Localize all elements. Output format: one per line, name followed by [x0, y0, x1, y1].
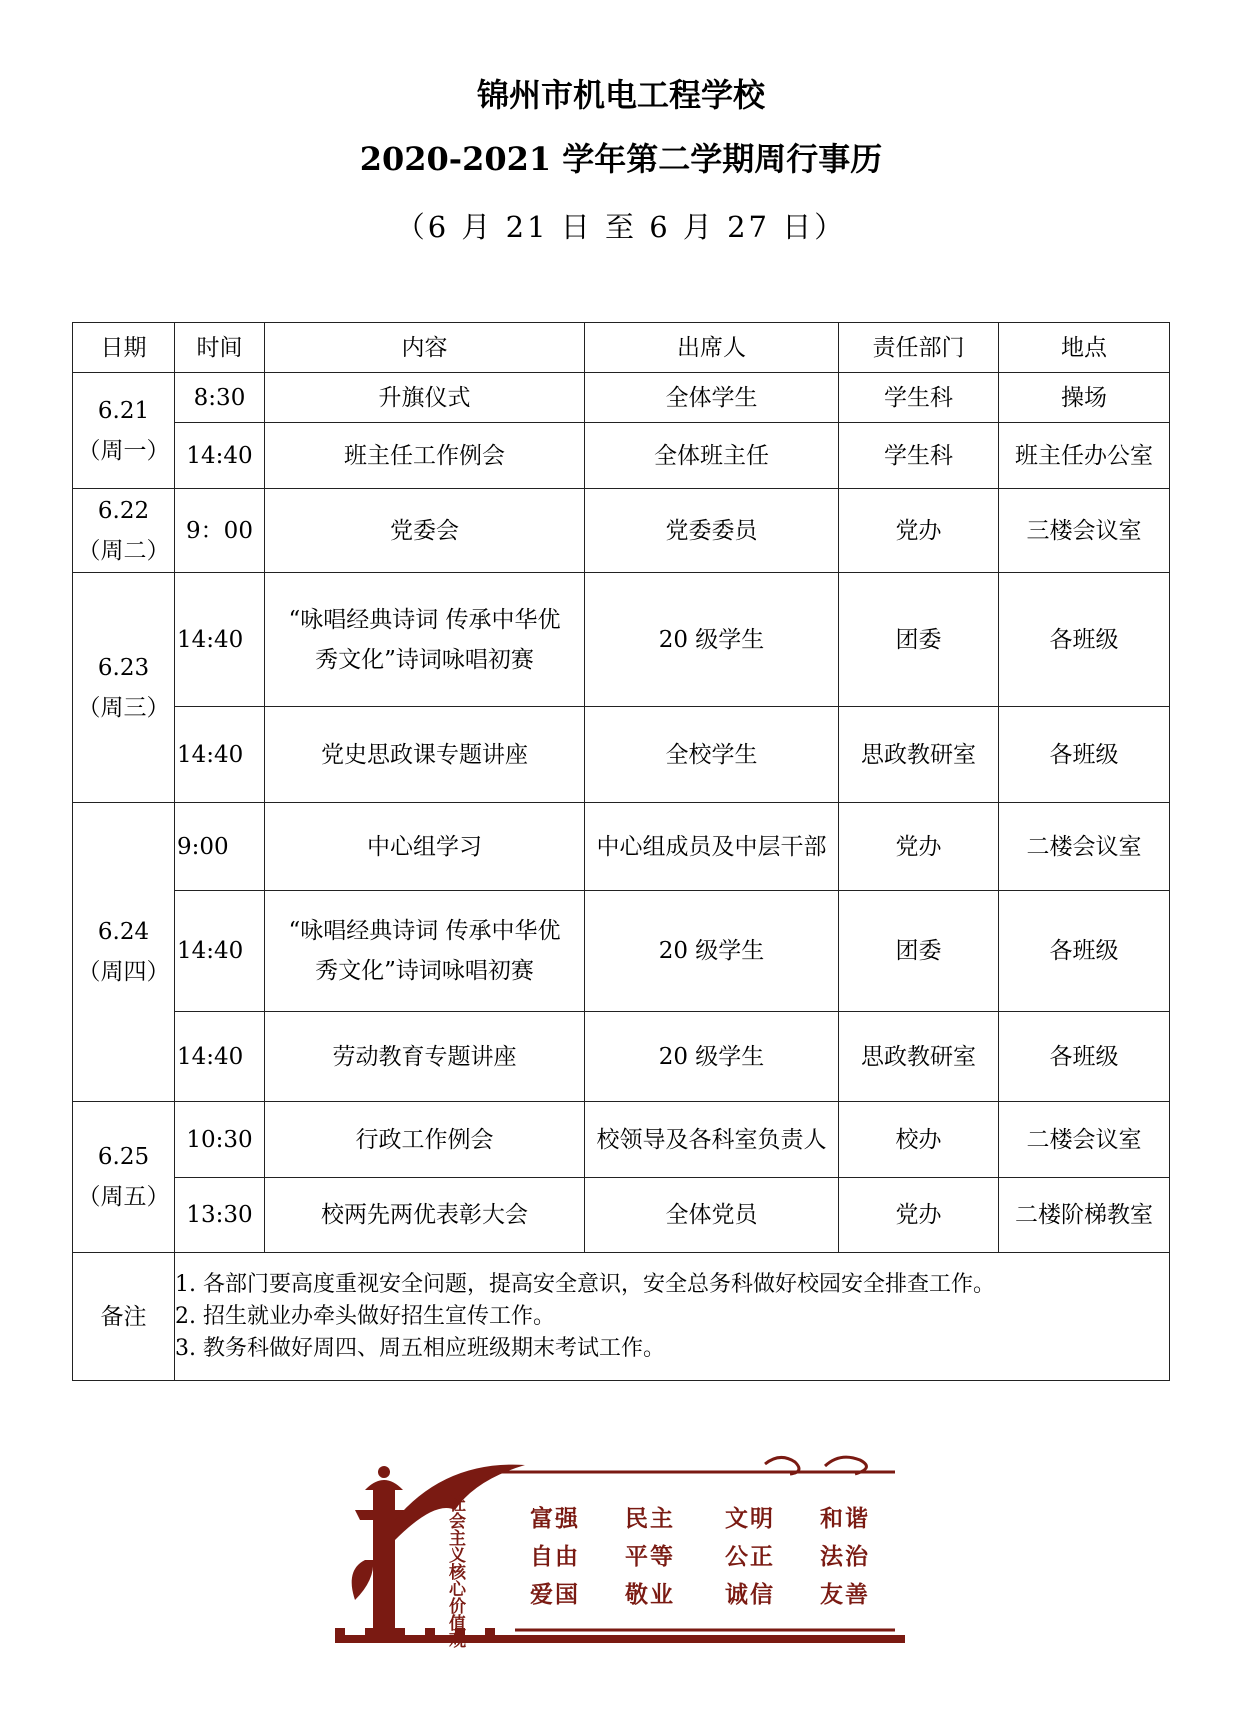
vertical-slogan: 社会主义核心价值观 — [445, 1495, 465, 1648]
dept-cell: 学生科 — [839, 373, 999, 423]
header-row — [73, 323, 1170, 373]
day-weekday: （周五） — [77, 1184, 170, 1210]
value-gongzheng: 公正 — [725, 1544, 775, 1570]
day-cell — [73, 573, 175, 803]
day-cell — [73, 1102, 175, 1253]
attendees-cell: 全体学生 — [585, 373, 839, 423]
time-cell: 9:00 — [175, 803, 265, 891]
content-cell — [265, 891, 585, 1012]
day-cell — [73, 373, 175, 489]
time-cell: 14:40 — [175, 707, 265, 803]
place-cell: 班主任办公室 — [999, 423, 1170, 489]
day-weekday: （周三） — [77, 694, 170, 721]
place-cell: 二楼会议室 — [999, 1102, 1170, 1178]
header-time: 时间 — [175, 323, 265, 373]
header-date: 日期 — [73, 323, 175, 373]
time-cell: 10:30 — [175, 1102, 265, 1178]
header-dept: 责任部门 — [839, 323, 999, 373]
dept-cell: 团委 — [839, 891, 999, 1012]
place-cell: 各班级 — [999, 573, 1170, 707]
table-row — [73, 1012, 1170, 1102]
place-cell: 二楼阶梯教室 — [999, 1178, 1170, 1253]
value-pingdeng: 平等 — [625, 1544, 675, 1570]
value-youshan: 友善 — [820, 1582, 870, 1608]
day-cell — [73, 489, 175, 573]
dept-cell: 团委 — [839, 573, 999, 707]
date-range: （6 月 21 日 至 6 月 27 日） — [395, 210, 847, 244]
dept-cell: 思政教研室 — [839, 707, 999, 803]
value-ziyou: 自由 — [530, 1544, 580, 1570]
dept-cell: 党办 — [839, 1178, 999, 1253]
place-cell: 各班级 — [999, 707, 1170, 803]
dept-cell: 党办 — [839, 489, 999, 573]
place-cell: 二楼会议室 — [999, 803, 1170, 891]
place-cell: 各班级 — [999, 891, 1170, 1012]
calendar-title: 2020-2021 学年第二学期周行事历 — [359, 140, 883, 178]
note-item: 1. 各部门要高度重视安全问题，提高安全意识，安全总务科做好校园安全排查工作。 — [175, 1271, 995, 1297]
time-cell: 13:30 — [175, 1178, 265, 1253]
content-cell: 党委会 — [265, 489, 585, 573]
value-hexie: 和谐 — [820, 1506, 870, 1532]
attendees-cell: 中心组成员及中层干部 — [585, 803, 839, 891]
core-values-banner — [335, 1450, 905, 1650]
weekly-calendar-table — [72, 322, 1170, 1381]
table-row — [73, 1102, 1170, 1178]
table-row — [73, 423, 1170, 489]
time-cell: 14:40 — [175, 573, 265, 707]
content-cell — [265, 573, 585, 707]
content-cell: 行政工作例会 — [265, 1102, 585, 1178]
table-row — [73, 891, 1170, 1012]
content-line: 秀文化”诗词咏唱初赛 — [315, 646, 534, 673]
note-item: 2. 招生就业办牵头做好招生宣传工作。 — [175, 1303, 555, 1329]
attendees-cell: 全体党员 — [585, 1178, 839, 1253]
content-line: “咏唱经典诗词 传承中华优 — [288, 918, 561, 944]
table-row — [73, 489, 1170, 573]
attendees-cell: 20 级学生 — [585, 1012, 839, 1102]
school-name: 锦州市机电工程学校 — [476, 76, 765, 114]
content-cell: 党史思政课专题讲座 — [265, 707, 585, 803]
value-chengxin: 诚信 — [725, 1582, 775, 1608]
dept-cell: 学生科 — [839, 423, 999, 489]
time-cell: 9：00 — [175, 489, 265, 573]
day-date: 6.23 — [97, 654, 150, 681]
table-row — [73, 573, 1170, 707]
content-cell: 中心组学习 — [265, 803, 585, 891]
table-row — [73, 707, 1170, 803]
value-minzhu: 民主 — [625, 1506, 675, 1532]
place-cell: 三楼会议室 — [999, 489, 1170, 573]
day-date: 6.25 — [97, 1144, 150, 1170]
value-aiguo: 爱国 — [530, 1582, 580, 1608]
notes-cell — [175, 1253, 1170, 1381]
value-jingye: 敬业 — [625, 1582, 675, 1608]
table-row — [73, 373, 1170, 423]
attendees-cell: 全校学生 — [585, 707, 839, 803]
attendees-cell: 20 级学生 — [585, 573, 839, 707]
dept-cell: 党办 — [839, 803, 999, 891]
content-cell: 班主任工作例会 — [265, 423, 585, 489]
day-date: 6.21 — [97, 397, 150, 424]
time-cell: 8:30 — [175, 373, 265, 423]
content-cell: 校两先两优表彰大会 — [265, 1178, 585, 1253]
value-fazhi: 法治 — [820, 1544, 870, 1570]
place-cell: 操场 — [999, 373, 1170, 423]
day-weekday: （周四） — [77, 959, 170, 985]
table-row — [73, 1178, 1170, 1253]
content-cell: 升旗仪式 — [265, 373, 585, 423]
place-cell: 各班级 — [999, 1012, 1170, 1102]
attendees-cell: 党委委员 — [585, 489, 839, 573]
dept-cell: 思政教研室 — [839, 1012, 999, 1102]
note-item: 3. 教务科做好周四、周五相应班级期末考试工作。 — [175, 1335, 665, 1361]
pillar-icon — [352, 1465, 525, 1640]
time-cell: 14:40 — [175, 1012, 265, 1102]
dept-cell: 校办 — [839, 1102, 999, 1178]
time-cell: 14:40 — [175, 891, 265, 1012]
day-date: 6.22 — [97, 497, 150, 524]
day-weekday: （周二） — [77, 537, 170, 564]
notes-label: 备注 — [73, 1253, 175, 1381]
content-line: “咏唱经典诗词 传承中华优 — [288, 606, 561, 633]
value-fuqiang: 富强 — [530, 1506, 580, 1532]
attendees-cell: 20 级学生 — [585, 891, 839, 1012]
value-wenming: 文明 — [725, 1506, 775, 1532]
time-cell: 14:40 — [175, 423, 265, 489]
day-date: 6.24 — [97, 919, 150, 945]
day-weekday: （周一） — [77, 437, 170, 464]
attendees-cell: 校领导及各科室负责人 — [585, 1102, 839, 1178]
content-line: 秀文化”诗词咏唱初赛 — [315, 958, 534, 984]
day-cell — [73, 803, 175, 1102]
table-row — [73, 803, 1170, 891]
header-place: 地点 — [999, 323, 1170, 373]
notes-row — [73, 1253, 1170, 1381]
header-attendees: 出席人 — [585, 323, 839, 373]
attendees-cell: 全体班主任 — [585, 423, 839, 489]
content-cell: 劳动教育专题讲座 — [265, 1012, 585, 1102]
header-content: 内容 — [265, 323, 585, 373]
